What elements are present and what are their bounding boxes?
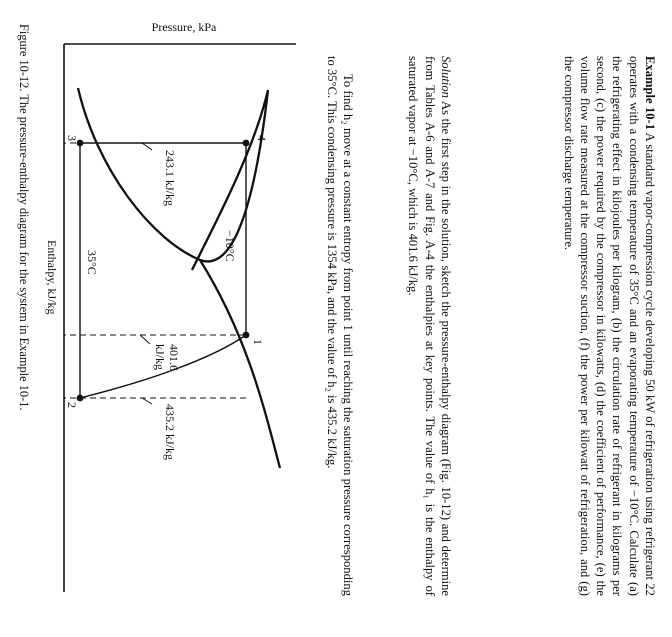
h2-step-text: To find h₂ move at a constant entropy from point 1 until reaching the saturation pressure corresponding to 35°C. This condensing pressure is 1354 kPa, and the value of h₂ is 435.2 kJ/kg.	[324, 56, 355, 596]
point-1-label: 1	[251, 339, 265, 345]
point-4-label: 4	[255, 135, 269, 141]
h2-value-label: 435.2 kJ/kg	[163, 404, 177, 461]
pressure-axis-label: Pressure, kPa	[151, 20, 217, 34]
condensing-temp-label: 35°C	[85, 250, 99, 275]
example-text: A standard vapor-compression cycle developing 50 kW of refrigeration using refrigerant 22 operates with a condensing temperature of 35°C and an evaporating temperature of −10°C. Calculate (a) the refrigerating effect in kilojoules per kilogram, (b) the circulation rate of refrigerant in kilograms per second, (c) the power required by the compressor in kilowatts, (d) the coefficient of performance, (e) the volume flow rate measured at the compressor suction, (f) the power per kilowatt of refrigeration, and (g) the compressor discharge temperature.	[561, 56, 657, 596]
point-3-label: 3	[65, 135, 79, 141]
solution-heading: Solution	[439, 56, 453, 98]
figure-caption: Figure 10-12. The pressure-enthalpy diagram for the system in Example 10-1.	[17, 24, 31, 411]
enthalpy-axis-label: Enthalpy, kJ/kg	[45, 240, 59, 315]
saturated-vapor-line	[200, 260, 280, 468]
example-heading: Example 10-1	[643, 56, 657, 130]
h3-leader	[142, 143, 152, 150]
h2-leader	[142, 398, 152, 404]
h3-value-label: 243.1 kJ/kg	[163, 150, 177, 207]
solution-text: As the first step in the solution, sketch the pressure-enthalpy diagram (Fig. 10-12) and determine from Tables A-6 and A-7 and Fig. A-4 the enthalpies at key points. The value of h₁ is the enthalpy of saturated vapor at −10°C, which is 401.6 kJ/kg.	[406, 56, 453, 596]
h1-leader	[140, 335, 150, 344]
h1-value-label: 401.6	[167, 344, 181, 371]
point-2-label: 2	[65, 402, 79, 408]
h1-unit-label: kJ/kg	[153, 344, 167, 371]
evaporating-temp-label: −10°C	[223, 230, 237, 262]
